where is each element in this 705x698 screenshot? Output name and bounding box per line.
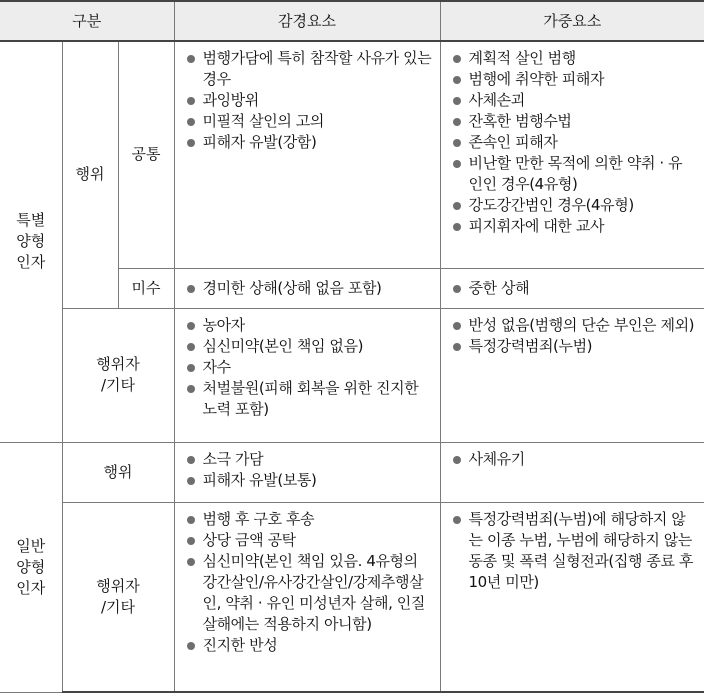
general-act-label-text: 행위 (103, 462, 133, 481)
table-row (0, 442, 704, 502)
general-offender-label-text: 행위자 /기타 (96, 576, 140, 616)
list-item: 범행에 취약한 피해자 (451, 69, 697, 90)
table-row (0, 502, 704, 692)
general-factors-label (0, 442, 62, 692)
list-item: 자수 (185, 357, 432, 378)
list-item: 특정강력범죄(누범)에 해당하지 않는 이종 누범, 누범에 해당하지 않는 동종 및 폭력 실형전과(집행 종료 후 10년 미만) (451, 509, 697, 593)
list-item: 계획적 살인 범행 (451, 48, 697, 69)
special-act-label-text: 행위 (75, 165, 105, 184)
special-factors-label (0, 41, 62, 442)
bullet-list (185, 48, 432, 153)
list-item: 사체유기 (451, 449, 697, 470)
header-category: 구분 (0, 1, 174, 41)
header-mitigating: 감경요소 (174, 1, 440, 41)
general-act-aggravating (440, 442, 704, 502)
list-item: 피해자 유발(보통) (185, 470, 432, 491)
general-factors-label-text: 일반 양형 인자 (16, 536, 46, 597)
special-act-label (62, 41, 118, 308)
special-common-label-text: 공통 (131, 145, 161, 164)
special-offender-mitigating (174, 308, 440, 442)
list-item: 특정강력범죄(누범) (451, 336, 697, 357)
bullet-list (451, 509, 697, 593)
table-row (0, 41, 704, 268)
list-item: 처벌불원(피해 회복을 위한 진지한 노력 포함) (185, 378, 432, 420)
list-item: 잔혹한 범행수법 (451, 111, 697, 132)
special-common-mitigating (174, 41, 440, 268)
table-row (0, 308, 704, 442)
special-attempt-label (118, 268, 174, 308)
list-item: 진지한 반성 (185, 635, 432, 656)
bullet-list (185, 509, 432, 656)
general-offender-label (62, 502, 174, 692)
special-offender-label (62, 308, 174, 442)
list-item: 피지휘자에 대한 교사 (451, 216, 697, 237)
general-act-label (62, 442, 174, 502)
list-item: 경미한 상해(상해 없음 포함) (185, 278, 432, 299)
list-item: 범행가담에 특히 참작할 사유가 있는 경우 (185, 48, 432, 90)
bullet-list (185, 278, 432, 299)
special-attempt-mitigating (174, 268, 440, 308)
header-aggravating: 가중요소 (440, 1, 704, 41)
list-item: 범행 후 구호 후송 (185, 509, 432, 530)
list-item: 심신미약(본인 책임 없음) (185, 336, 432, 357)
bullet-list (451, 278, 697, 299)
special-attempt-label-text: 미수 (131, 278, 161, 297)
list-item: 강도강간범인 경우(4유형) (451, 195, 697, 216)
list-item: 반성 없음(범행의 단순 부인은 제외) (451, 315, 697, 336)
special-offender-label-text: 행위자 /기타 (96, 355, 140, 394)
list-item: 과잉방위 (185, 90, 432, 111)
list-item: 미필적 살인의 고의 (185, 111, 432, 132)
list-item: 사체손괴 (451, 90, 697, 111)
list-item: 심신미약(본인 책임 있음. 4유형의 강간살인/유사강간살인/강제추행살인, 약취 · 유인 미성년자 살해, 인질살해에는 적용하지 아니함) (185, 551, 432, 635)
bullet-list (185, 315, 432, 420)
list-item: 존속인 피해자 (451, 132, 697, 153)
general-offender-aggravating (440, 502, 704, 692)
special-attempt-aggravating (440, 268, 704, 308)
bullet-list (451, 315, 697, 357)
list-item: 소극 가담 (185, 449, 432, 470)
general-act-mitigating (174, 442, 440, 502)
special-common-label (118, 41, 174, 268)
header-row (0, 1, 704, 41)
list-item: 중한 상해 (451, 278, 697, 299)
list-item: 상당 금액 공탁 (185, 530, 432, 551)
bullet-list (451, 48, 697, 237)
list-item: 비난할 만한 목적에 의한 약취 · 유인인 경우(4유형) (451, 153, 697, 195)
special-common-aggravating (440, 41, 704, 268)
bullet-list (451, 449, 697, 470)
list-item: 피해자 유발(강함) (185, 132, 432, 153)
list-item: 농아자 (185, 315, 432, 336)
general-offender-mitigating (174, 502, 440, 692)
special-factors-label-text: 특별 양형 인자 (16, 211, 46, 272)
special-offender-aggravating (440, 308, 704, 442)
bullet-list (185, 449, 432, 491)
